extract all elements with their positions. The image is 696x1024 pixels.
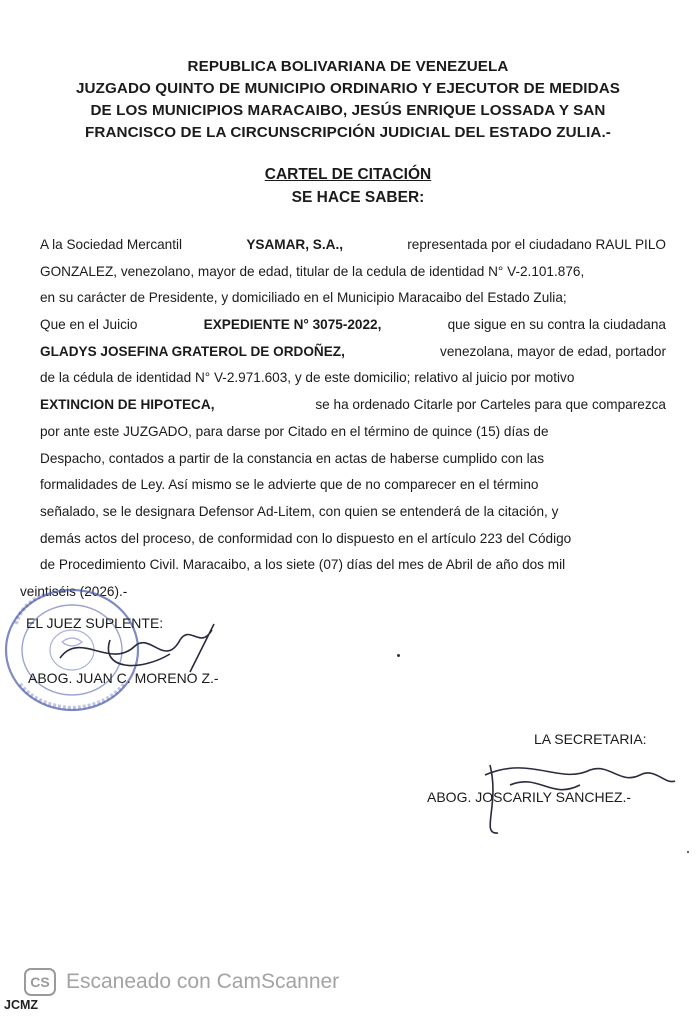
secretary-label: LA SECRETARIA: bbox=[534, 731, 647, 747]
body-line: señalado, se le designara Defensor Ad-Litem, con quien se entenderá de la citación, y bbox=[40, 503, 559, 519]
header-line-4: FRANCISCO DE LA CIRCUNSCRIPCIÓN JUDICIAL DEL ESTADO ZULIA.- bbox=[85, 124, 611, 141]
body-line: demás actos del proceso, de conformidad con lo dispuesto en el artículo 223 del Código bbox=[40, 530, 572, 546]
body-line: formalidades de Ley. Así mismo se le advierte que de no comparecer en el término bbox=[40, 477, 539, 493]
body-line: A la Sociedad Mercantil YSAMAR, S.A., representada por el ciudadano RAUL PILO bbox=[40, 237, 666, 252]
body-line: en su carácter de Presidente, y domiciliado en el Municipio Maracaibo del Estado Zulia; bbox=[40, 290, 567, 306]
camscanner-text: Escaneado con CamScanner bbox=[66, 970, 340, 993]
speck-mark bbox=[397, 654, 400, 657]
body-line: EXTINCION DE HIPOTECA, se ha ordenado Citarle por Carteles para que comparezca bbox=[40, 397, 666, 413]
initials-mark: JCMZ bbox=[4, 998, 39, 1012]
secretary-name: ABOG. JOSCARILY SANCHEZ.- bbox=[427, 789, 632, 805]
body-line: por ante este JUZGADO, para darse por Citado en el término de quince (15) días de bbox=[40, 423, 549, 439]
header-line-1: REPUBLICA BOLIVARIANA DE VENEZUELA bbox=[187, 58, 509, 75]
body-line: de Procedimiento Civil. Maracaibo, a los siete (07) días del mes de Abril de año dos mil bbox=[40, 557, 566, 573]
judge-name: ABOG. JUAN C. MORENO Z.- bbox=[28, 670, 219, 686]
body-line: GONZALEZ, venezolano, mayor de edad, titular de la cedula de identidad N° V-2.101.876, bbox=[40, 263, 585, 279]
body-line: de la cédula de identidad N° V-2.971.603, y de este domicilio; relativo al juicio por motivo bbox=[40, 370, 575, 386]
body-line: GLADYS JOSEFINA GRATEROL DE ORDOÑEZ, venezolana, mayor de edad, portador bbox=[40, 343, 666, 359]
header-line-3: DE LOS MUNICIPIOS MARACAIBO, JESÚS ENRIQUE LOSSADA Y SAN bbox=[90, 102, 606, 119]
hace-saber-title: SE HACE SABER: bbox=[291, 189, 425, 206]
document-body bbox=[20, 232, 666, 606]
body-line: Despacho, contados a partir de la constancia en actas de haberse cumplido con las bbox=[40, 450, 545, 466]
cartel-title: CARTEL DE CITACIÓN bbox=[264, 166, 432, 183]
body-line: Que en el Juicio EXPEDIENTE N° 3075-2022, que sigue en su contra la ciudadana bbox=[40, 317, 666, 333]
camscanner-icon: CS bbox=[24, 968, 56, 996]
camscanner-watermark bbox=[24, 968, 339, 996]
header-line-2: JUZGADO QUINTO DE MUNICIPIO ORDINARIO Y EJECUTOR DE MEDIDAS bbox=[76, 80, 620, 97]
speck-mark bbox=[687, 851, 689, 853]
document-header bbox=[20, 56, 676, 144]
body-line: veintiséis (2026).- bbox=[20, 583, 128, 599]
judge-label: EL JUEZ SUPLENTE: bbox=[26, 615, 164, 631]
